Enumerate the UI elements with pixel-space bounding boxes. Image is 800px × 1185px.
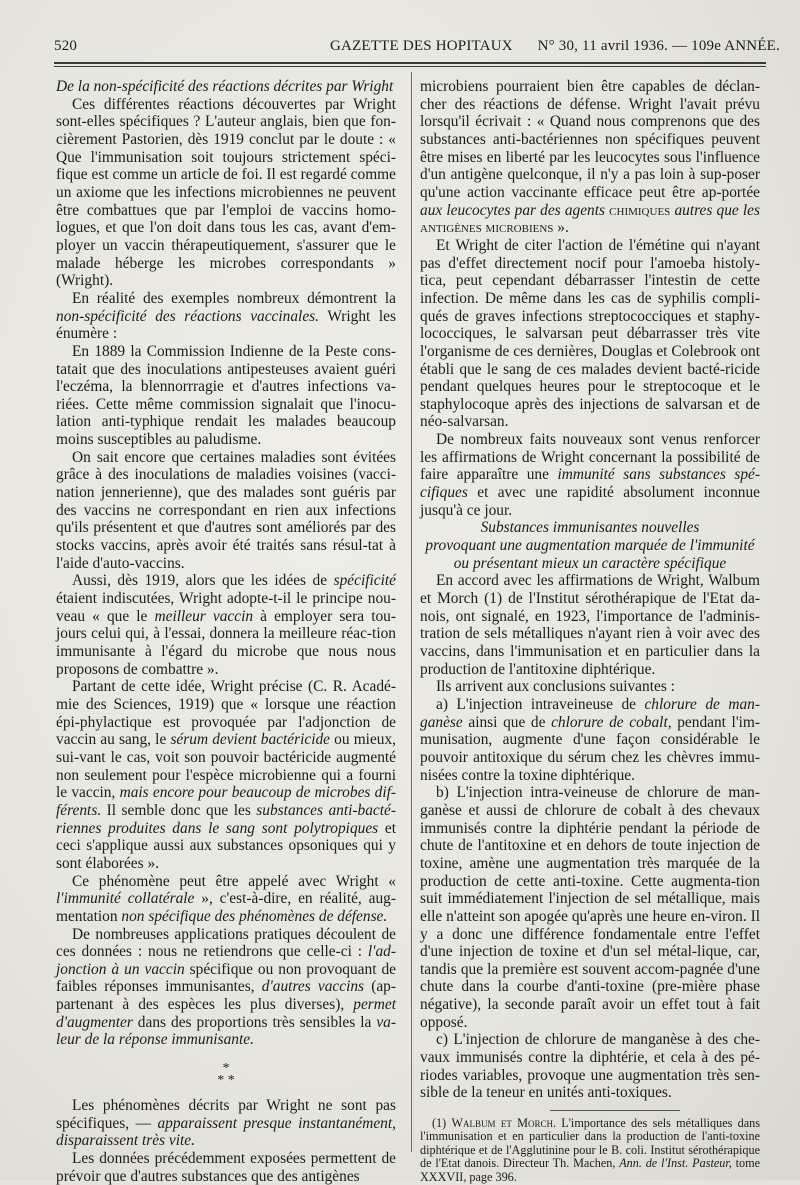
paragraph: De nombreuses applications pratiques découlent de ces données : nous ne retiendrons que celle-ci : l'ad-jonction à un vaccin spécifique ou non provoquant de faibles réponses immunisantes, d'autres vaccins (ap-partenant à des espèces les plus diverses), permet d'augmenter dans des proportions très sensibles la va-leur de la réponse immunisante. (56, 925, 396, 1049)
page-number: 520 (54, 38, 78, 54)
paragraph: On sait encore que certaines maladies sont évitées grâce à des inoculations de maladies voisines (vacci-nation jennerienne), que des malades sont guéris par des vaccins ne correspondant en rien aux infections qu'ils présentent et que d'autres sont améliorés par des stocks vaccins, après avoir été traités sans résul-tat à l'aide d'auto-vaccins. (56, 448, 396, 572)
right-column (420, 78, 760, 1184)
paragraph: En accord avec les affirmations de Wright, Walbum et Morch (1) de l'Institut sérothérapique de l'Etat da-nois, ont signalé, en 1923, l'importance de l'adminis-tration de sels métalliques n'ayant rien à voir avec des vaccins, dans l'immunisation et en particulier dans la production de l'antitoxine diphtérique. (420, 572, 760, 678)
footnote: (1) Walbum et Morch. L'importance des sels métalliques dans l'immunisation et en particulier dans la production de l'anti-toxine diphtérique et de l'Agglutinine pour le B. coli. Institut sérothérapique de l'Etat danois. Directeur Th. Machen, Ann. de l'Inst. Pasteur, tome XXXVII, page 396. (420, 1116, 760, 1184)
paragraph: Ces différentes réactions découvertes par Wright sont-elles spécifiques ? L'auteur anglais, bien que fon-cièrement Pastorien, dès 1919 conclut par le doute : « Que l'immunisation soit toujours strictement spéci-fique est comme un article de foi. Il est regardé comme un axiome que les infections microbiennes ne peuvent être combattues que par l'emploi de vaccins homo-logues, et que l'on doit dans tous les cas, avant d'em-ployer un vaccin thérapeutiquement, s'assurer que le malade héberge les microbes correspondants » (Wright). (56, 95, 396, 290)
footnote-rule (550, 1110, 680, 1111)
paragraph: Les données précédemment exposées permettent de prévoir que d'autres substances que des antigènes (56, 1150, 396, 1185)
left-column (56, 78, 396, 1185)
section-heading: De la non-spécificité des réactions décrites par Wright (56, 78, 394, 95)
paragraph: En réalité des exemples nombreux démontrent la non-spécificité des réactions vaccinales. Wright les énumère : (56, 289, 396, 343)
issue-info: N° 30, 11 avril 1936. — 109e ANNÉE. (537, 38, 780, 54)
asterism-separator: * * * (217, 1061, 235, 1089)
paragraph: En 1889 la Commission Indienne de la Peste cons-tatait que des inoculations antipesteuses avaient guéri l'eczéma, la blennorrragie et d'autres infections va-riées. Cette même commission signalait que l'inocu-lation anti-typhique rendait les malades beaucoup moins susceptibles au paludisme. (56, 342, 396, 449)
paragraph: c) L'injection de chlorure de manganèse à des che-vaux immunisés contre la diphtérie, et cela à des pé-riodes variables, provoque une augmentation très sen-sible de la teneur en unités anti-toxiques. (420, 1031, 760, 1102)
paragraph: Partant de cette idée, Wright précise (C. R. Acadé-mie des Sciences, 1919) que « lorsque une réaction épi-phylactique est provoquée par l'adjonction de vaccin au sang, le sérum devient bactéricide ou mieux, sui-vant le cas, voit son pouvoir bactéricide augmenté non seulement pour l'espèce microbienne qui a fourni le vaccin, mais encore pour beaucoup de microbes dif-férents. Il semble donc que les substances anti-bacté-riennes produites dans le sang sont polytropiques et ceci s'applique aussi aux substances opsoniques qui y sont élaborées ». (56, 678, 397, 872)
paragraph: De nombreux faits nouveaux sont venus renforcer les affirmations de Wright concernant la possibilité de faire apparaître une immunité sans substances spé-cifiques et avec une rapidité absolument inconnue jusqu'à ce jour. (420, 431, 760, 519)
journal-title: GAZETTE DES HOPITAUX (330, 38, 513, 54)
paragraph: a) L'injection intraveineuse de chlorure de man-ganèse ainsi que de chlorure de cobalt, pendant l'im-munisation, augmente d'une façon considérable le pouvoir antitoxique du sérum chez les chèvres immu-nisées contre la toxine diphtérique. (420, 695, 760, 784)
subsection-heading: ou présentant mieux un caractère spécifique (453, 554, 727, 572)
paragraph: Aussi, dès 1919, alors que les idées de spécificité étaient indiscutées, Wright adopte-t-il le principe nou-veau « que le meilleur vaccin à employer sera tou-jours celui qui, à l'essai, donnera la meilleure réac-tion immunisante à l'égard du microbe que nous nous proposons de combattre ». (56, 572, 396, 678)
subsection-heading: Substances immunisantes nouvelles (480, 519, 700, 537)
paragraph: Les phénomènes décrits par Wright ne sont pas spécifiques, — apparaissent presque instantanément, disparaissent très vite. (56, 1097, 396, 1150)
paragraph: Et Wright de citer l'action de l'émétine qui n'ayant pas d'effet directement nocif pour l'amoeba histoly-tica, peut cependant débarrasser l'intestin de cette infection. De même dans les cas de syphilis compli-qués de graves infections streptococciques et staphy-lococciques, le salvarsan peut débarrasser très vite l'organisme de ces dernières, Douglas et Colebrook ont établi que le sang de ces malades devient bacté-ricide pendant quelques heures pour le streptocoque et le staphylocoque après des injections de salvarsan et de néo-salvarsan. (420, 236, 760, 431)
paragraph: Ils arrivent aux conclusions suivantes : (436, 678, 675, 696)
header-rule (54, 62, 766, 64)
header-rule-thin (54, 66, 766, 67)
paragraph: b) L'injection intra-veineuse de chlorure de man-ganèse et aussi de chlorure de cobalt à des chevaux immunisés contre la diphtérie pendant la période de chute de l'antitoxine et en dehors de toute injection de toxine, amène une augmentation très marquée de la production de cette anti-toxine. Cette augmenta-tion suit immédiatement l'injection de sel métallique, mais elle n'atteint son apogée qu'après une heure en-viron. Il y a donc une différence fondamentale entre l'effet d'une injection de toxine et d'un sel métal-lique, car, tandis que la première est souvent accom-pagnée d'une chute dans la courbe d'anti-toxine (pre-mière phase négative), la seconde paraît avoir un effet tout à fait opposé. (420, 784, 760, 1031)
subsection-heading: provoquant une augmentation marquée de l'immunité (425, 537, 755, 555)
column-divider (411, 72, 412, 1152)
page-header (54, 38, 780, 60)
paragraph: microbiens pourraient bien être capables de déclan-cher des réactions de défense. Wright l'avait prévu lorsqu'il écrivait : « Quand nous comprenons que des substances anti-bactériennes non spécifiques peuvent être mises en liberté par les leucocytes sous l'influence d'un antigène quelconque, il n'y a pas loin à sup-poser qu'une action vaccinante efficace peut être ap-portée aux leucocytes par des agents chimiques autres que les antigènes microbiens ». (420, 78, 760, 237)
paragraph: Ce phénomène peut être appelé avec Wright « l'immunité collatérale », c'est-à-dire, en réalité, aug-mentation non spécifique des phénomènes de défense. (56, 872, 396, 925)
